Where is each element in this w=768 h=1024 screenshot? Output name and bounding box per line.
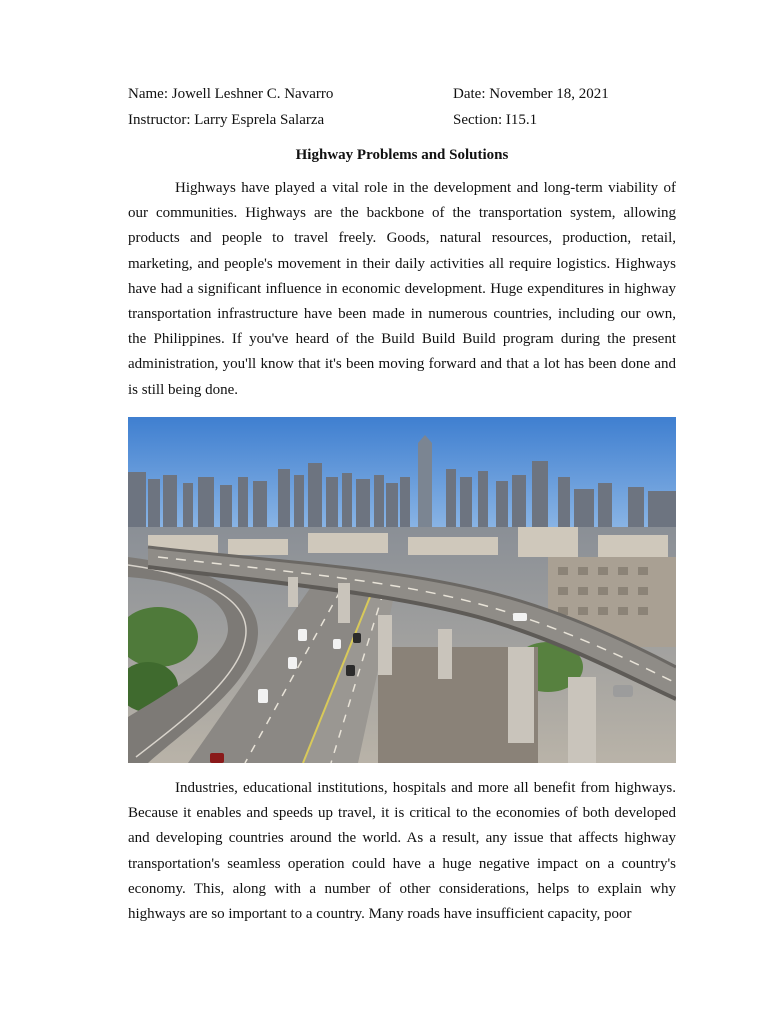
document-title: Highway Problems and Solutions <box>295 147 509 163</box>
instructor-name: Instructor: Larry Esprela Salarza <box>128 112 325 128</box>
student-name: Name: Jowell Leshner C. Navarro <box>128 86 334 102</box>
highway-photo <box>128 417 676 763</box>
paragraph-2: Industries, educational institutions, hospitals and more all benefit from highways. Because it enables and speeds up travel, it is critical to the economies of both developed and developing countries around the world. As a result, any issue that affects highway transportation's seamless operation could have a huge negative impact on a country's economy. This, along with a number of other considerations, helps to explain why highways are so important to a country. Many roads have insufficient capacity, poor <box>128 780 676 923</box>
paragraph-1: Highways have played a vital role in the development and long-term viability of our communities. Highways are the backbone of the transportation system, allowing products and people to travel freely. Goods, natural resources, production, retail, marketing, and people's movement in their daily activities all require logistics. Highways have had a significant influence in economic development. Huge expenditures in highway transportation infrastructure have been made in numerous countries, including our own, the Philippines. If you've heard of the Build Build Build program during the present administration, you'll know that it's been moving forward and that a lot has been done and is still being done. <box>128 180 676 398</box>
date-field: Date: November 18, 2021 <box>453 86 609 102</box>
section-field: Section: I15.1 <box>453 112 538 128</box>
